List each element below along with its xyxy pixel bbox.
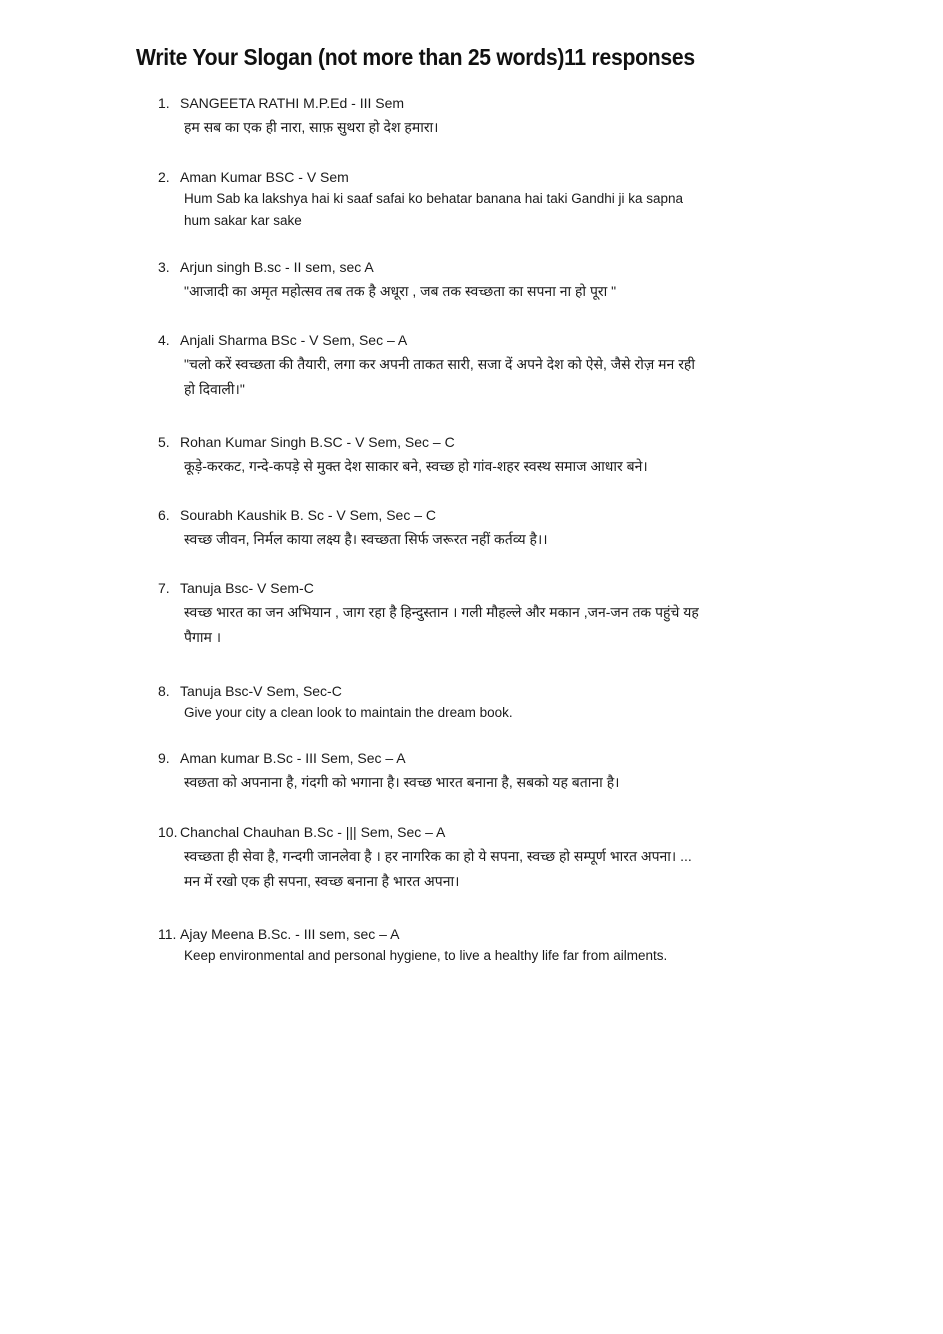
- response-number: 8.: [158, 683, 170, 699]
- response-item: [152, 168, 752, 258]
- response-author: Rohan Kumar Singh B.SC - V Sem, Sec – C: [180, 434, 455, 450]
- response-author: Arjun singh B.sc - II sem, sec A: [180, 259, 374, 275]
- page-title: Write Your Slogan (not more than 25 words)11 responses: [136, 44, 695, 70]
- response-number: 1.: [158, 95, 170, 111]
- response-slogan: Hum Sab ka lakshya hai ki saaf safai ko behatar banana hai taki Gandhi ji ka sapna hum sakar kar sake: [184, 191, 684, 228]
- response-item: [152, 506, 752, 579]
- response-number: 4.: [158, 332, 170, 348]
- response-number: 2.: [158, 169, 170, 185]
- response-slogan: स्वच्छ भारत का जन अभियान , जाग रहा है हिन्दुस्तान । गली मौहल्ले और मकान ,जन-जन तक पहुंचे यह पैगाम ।: [184, 604, 699, 645]
- response-item: [152, 925, 752, 985]
- response-slogan: स्वछता को अपनाना है, गंदगी को भगाना है। स्वच्छ भारत बनाना है, सबको यह बताना है।: [184, 774, 620, 790]
- response-number: 3.: [158, 259, 170, 275]
- response-author: Aman kumar B.Sc - III Sem, Sec – A: [180, 750, 406, 766]
- response-number: 7.: [158, 580, 170, 596]
- response-item: [152, 433, 752, 506]
- response-number: 11.: [158, 926, 177, 942]
- response-slogan: स्वच्छ जीवन, निर्मल काया लक्ष्य है। स्वच्छता सिर्फ जरूरत नहीं कर्तव्य है।।: [184, 531, 548, 547]
- response-slogan: Keep environmental and personal hygiene, to live a healthy life far from ailments.: [184, 948, 668, 963]
- response-number: 9.: [158, 750, 170, 766]
- response-author: Ajay Meena B.Sc. - III sem, sec – A: [180, 926, 400, 942]
- response-author: Anjali Sharma BSc - V Sem, Sec – A: [180, 332, 408, 348]
- response-number: 10.: [158, 824, 178, 840]
- response-author: Sourabh Kaushik B. Sc - V Sem, Sec – C: [180, 507, 437, 523]
- response-slogan: Give your city a clean look to maintain the dream book.: [184, 705, 513, 720]
- response-item: [152, 749, 752, 823]
- response-list: [152, 94, 752, 985]
- response-slogan: स्वच्छता ही सेवा है, गन्दगी जानलेवा है । हर नागरिक का हो ये सपना, स्वच्छ हो सम्पूर्ण भारत अपना। ... मन में रखो एक ही सपना, स्वच्छ बनाना है भारत अपना।: [184, 848, 692, 889]
- response-author: Chanchal Chauhan B.Sc - ||| Sem, Sec – A: [180, 824, 446, 840]
- response-slogan: "चलो करें स्वच्छता की तैयारी, लगा कर अपनी ताकत सारी, सजा दें अपने देश को ऐसे, जैसे रोज़ मन रही हो दिवाली।": [184, 356, 695, 397]
- response-slogan: हम सब का एक ही नारा, साफ़ सुथरा हो देश हमारा।: [184, 119, 439, 135]
- response-slogan: "आजादी का अमृत महोत्सव तब तक है अधूरा , जब तक स्वच्छता का सपना ना हो पूरा ": [184, 283, 617, 299]
- response-item: [152, 579, 752, 682]
- response-author: Tanuja Bsc-V Sem, Sec-C: [180, 683, 342, 699]
- response-item: [152, 258, 752, 331]
- response-slogan: कूड़े-करकट, गन्दे-कपड़े से मुक्त देश साकार बने, स्वच्छ हो गांव-शहर स्वस्थ समाज आधार बने।: [184, 458, 648, 474]
- response-item: [152, 331, 752, 433]
- response-item: [152, 682, 752, 749]
- response-number: 5.: [158, 434, 170, 450]
- response-item: [152, 823, 752, 925]
- response-item: [152, 94, 752, 168]
- response-author: Tanuja Bsc- V Sem-C: [180, 580, 314, 596]
- response-author: SANGEETA RATHI M.P.Ed - III Sem: [180, 95, 405, 111]
- response-number: 6.: [158, 507, 170, 523]
- response-author: Aman Kumar BSC - V Sem: [180, 169, 349, 185]
